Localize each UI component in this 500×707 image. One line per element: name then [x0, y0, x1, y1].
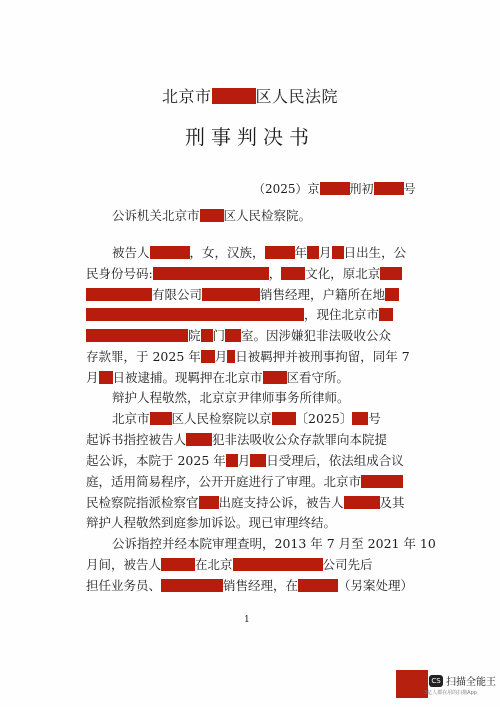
- camscanner-logo-icon: CS: [429, 675, 443, 687]
- body-line: 辩护人程敬然，北京京尹律师事务所律师。: [112, 390, 350, 405]
- redaction: [161, 579, 223, 592]
- body-line: ，现住北京市: [86, 306, 412, 324]
- redaction: [212, 88, 256, 104]
- redaction: [150, 246, 190, 259]
- body-line: 北京市 区人民检察院以京 〔2025〕 号: [112, 411, 381, 426]
- redaction: [272, 412, 296, 425]
- redaction: [150, 412, 172, 425]
- document-title: 刑事判决书: [185, 125, 315, 149]
- redaction: [320, 182, 350, 195]
- redaction: [86, 288, 152, 301]
- redaction: [201, 329, 213, 342]
- redaction: [344, 496, 380, 509]
- redaction: [298, 579, 338, 592]
- redaction: [265, 246, 295, 259]
- scanner-brand-name: 扫描全能王: [446, 677, 496, 688]
- redaction: [201, 350, 215, 363]
- redaction: [186, 433, 212, 446]
- redaction: [361, 475, 403, 488]
- body-line: 民身份号码: ， 文化，原北京: [86, 265, 412, 283]
- redaction: [281, 267, 305, 280]
- redaction: [200, 209, 224, 222]
- redaction: [225, 329, 241, 342]
- body-line: 公诉指控并经本院审理查明，2013 年 7 月至 2021 年 10: [112, 536, 436, 551]
- redaction: [263, 371, 287, 384]
- body-line: 存款罪，于 2025 年 月 日被羁押并被刑事拘留，同年 7: [86, 349, 410, 364]
- redaction: [86, 329, 188, 342]
- body-line: 月间，被告人 在北京 公司先后: [86, 557, 373, 572]
- redaction: [99, 371, 113, 384]
- redaction: [199, 496, 219, 509]
- body-line: 辩护人程敬然到庭参加诉讼。现已审理终结。: [86, 515, 337, 530]
- scanner-brand-tagline: 3亿人都在用的扫描App: [424, 690, 477, 696]
- body-line: 院 门 室。因涉嫌犯非法吸收公众: [86, 327, 412, 345]
- redaction: [202, 288, 260, 301]
- redaction: [161, 558, 195, 571]
- body-line: 被告人 ，女，汉族， 年 月 日出生，公: [112, 245, 407, 260]
- body-line: 起公诉，本院于 2025 年 月 日受理后，依法组成合议: [86, 453, 404, 468]
- redaction: [226, 454, 238, 467]
- page-number: 1: [244, 615, 250, 625]
- redaction: [250, 454, 266, 467]
- redaction: [332, 246, 344, 259]
- redaction: [86, 308, 304, 321]
- body-line: 起诉书指控被告人 犯非法吸收公众存款罪向本院提: [86, 432, 388, 447]
- body-line: 担任业务员、 销售经理，在 （另案处理）: [86, 578, 414, 593]
- body-line: 公诉机关北京市 区人民检察院。: [112, 208, 312, 223]
- redaction: [380, 267, 402, 280]
- body-line: 有限公司 销售经理，户籍所在地: [86, 286, 412, 304]
- body-line: 民检察院指派检察官 出庭支持公诉，被告人 及其: [86, 495, 405, 510]
- case-number: （2025）京 刑初 号: [253, 182, 416, 196]
- redaction: [307, 246, 319, 259]
- redaction: [379, 308, 393, 321]
- court-title: 北京市 区人民法院: [161, 87, 339, 106]
- redaction: [385, 288, 399, 301]
- redaction: [153, 267, 269, 280]
- body-line: 庭，适用简易程序，公开开庭进行了审理。北京市: [86, 473, 412, 491]
- redaction: [233, 558, 323, 571]
- body-line: 月 日被逮捕。现羁押在北京市 区看守所。: [86, 370, 350, 385]
- redaction: [352, 412, 368, 425]
- redaction: [374, 182, 404, 195]
